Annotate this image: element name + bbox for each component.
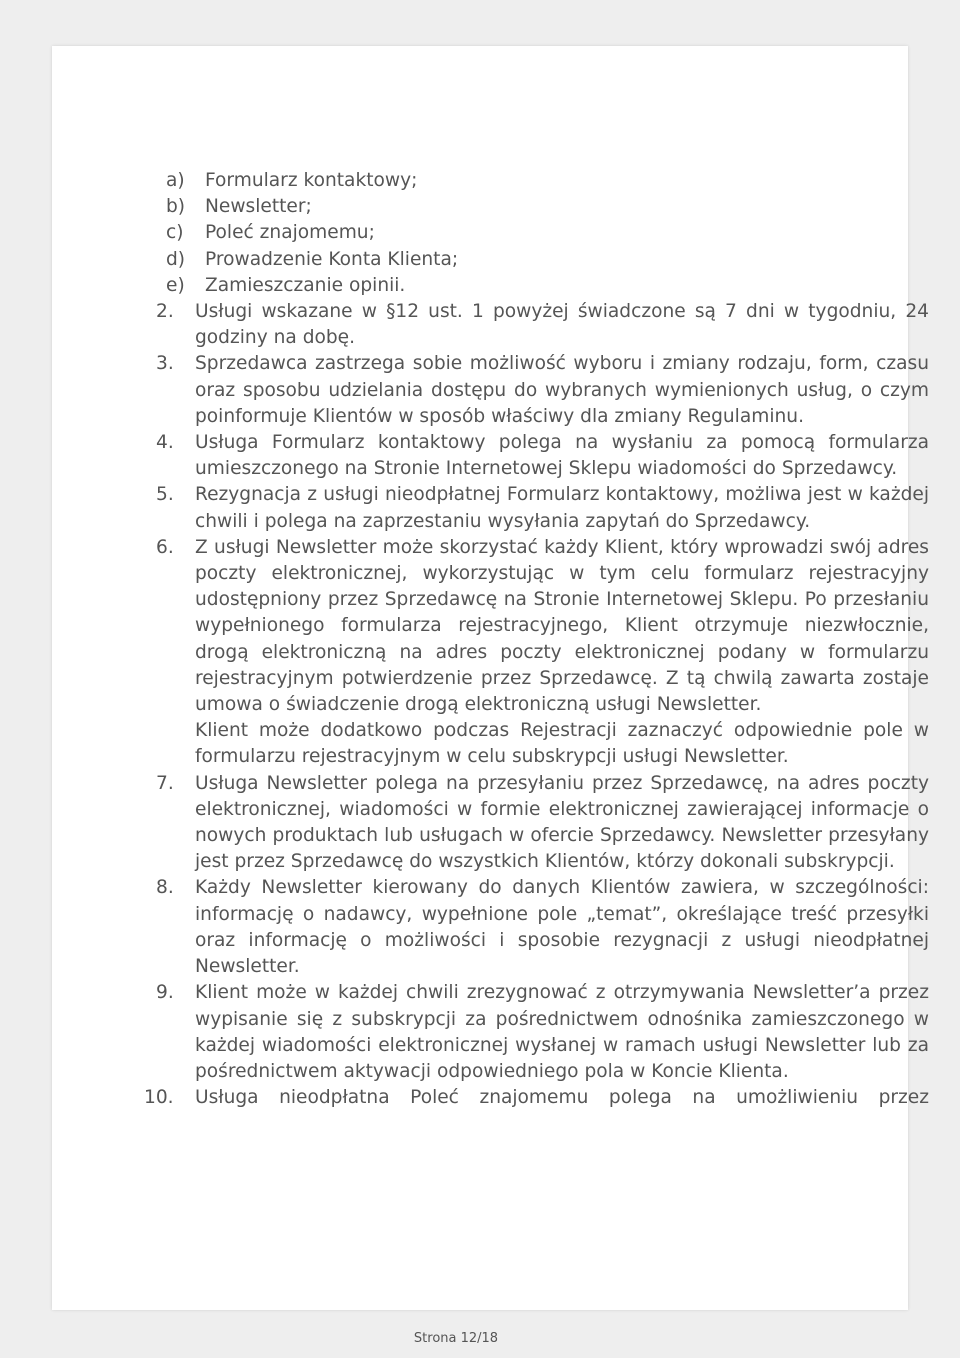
section-number: 8.	[156, 877, 174, 899]
list-marker: e)	[166, 274, 185, 296]
section-text: Usługa Formularz kontaktowy polega na wysłaniu za pomocą formularza umieszczonego na Stronie Internetowej Sklepu wiadomości do Sprzedawcy.	[195, 432, 929, 480]
section-text: Z usługi Newsletter może skorzystać każdy Klient, który wprowadzi swój adres poczty elektronicznej, wykorzystując w tym celu formularz rejestracyjny udostępniony przez Sprzedawcę na Stronie Internetowej Sklepu. Po przesłaniu wypełnionego formularza rejestracyjnego, Klient otrzymuje niezwłocznie, drogą elektroniczną na adres poczty elektronicznej podany w formularzu rejestracyjnym potwierdzenie przez Sprzedawcę. Z tą chwilą zawarta zostaje umowa o świadczenie drogą elektroniczną usługi Newsletter.	[195, 536, 929, 716]
section-item-7	[144, 771, 929, 876]
section-text: Usługa Newsletter polega na przesyłaniu przez Sprzedawcę, na adres poczty elektronicznej, wiadomości w formie elektronicznej zawierającej informacje o nowych produktach lub usługach w ofercie Sprzedawcy. Newsletter przesyłany jest przez Sprzedawcę do wszystkich Klientów, którzy dokonali subskrypcji.	[195, 772, 929, 873]
list-item-text: Zamieszczanie opinii.	[205, 274, 406, 296]
section-item-3	[144, 351, 929, 430]
list-item-d	[166, 247, 929, 273]
list-item-e	[166, 273, 929, 299]
section-number: 6.	[156, 536, 174, 558]
list-marker: b)	[166, 196, 186, 218]
list-item-text: Prowadzenie Konta Klienta;	[205, 248, 459, 270]
list-item-text: Formularz kontaktowy;	[205, 170, 418, 191]
section-number: 7.	[156, 772, 174, 794]
section-body	[195, 535, 929, 771]
section-text: Każdy Newsletter kierowany do danych Klientów zawiera, w szczególności: informację o nadawcy, wypełnione pole „temat”, określające treść przesyłki oraz informację o możliwości i sposobie rezygnacji z usługi nieodpłatnej Newsletter.	[195, 877, 929, 978]
list-item-text: Poleć znajomemu;	[205, 222, 375, 244]
section-text: Klient może w każdej chwili zrezygnować z otrzymywania Newsletter’a przez wypisanie się z subskrypcji za pośrednictwem odnośnika zamieszczonego w każdej wiadomości elektronicznej wysłanej w ramach usługi Newsletter lub za pośrednictwem aktywacji odpowiedniego pola w Koncie Klienta.	[195, 982, 929, 1082]
section-item-10	[144, 1085, 929, 1111]
list-item-a	[166, 168, 929, 194]
section-text: Sprzedawca zastrzega sobie możliwość wyboru i zmiany rodzaju, form, czasu oraz sposobu udzielania dostępu do wybranych wymienionych usług, o czym poinformuje Klientów w sposób właściwy dla zmiany Regulaminu.	[195, 353, 929, 427]
page-footer	[0, 1331, 960, 1346]
section-number: 9.	[156, 982, 174, 1004]
section-item-8	[144, 875, 929, 980]
list-marker: c)	[166, 222, 184, 244]
section-item-5	[144, 482, 929, 534]
section-number: 4.	[156, 432, 174, 454]
section-item-2	[144, 299, 929, 351]
list-item-c	[166, 220, 929, 246]
section-text: Usługi wskazane w §12 ust. 1 powyżej świadczone są 7 dni w tygodniu, 24 godziny na dobę.	[195, 301, 929, 349]
section-item-4	[144, 430, 929, 482]
document-page	[52, 46, 929, 1310]
page-number: Strona 12/18	[413, 1331, 499, 1346]
section-number: 5.	[156, 484, 174, 506]
section-text: Rezygnacja z usługi nieodpłatnej Formularz kontaktowy, możliwa jest w każdej chwili i polega na zaprzestaniu wysyłania zapytań do Sprzedawcy.	[195, 484, 929, 532]
section-number: 2.	[156, 301, 174, 323]
section-text: Klient może dodatkowo podczas Rejestracji zaznaczyć odpowiednie pole w formularzu rejestracyjnym w celu subskrypcji usługi Newsletter.	[195, 720, 929, 768]
section-number: 3.	[156, 353, 174, 375]
section-text: Usługa nieodpłatna Poleć znajomemu polega na umożliwieniu przez	[195, 1087, 929, 1109]
list-marker: d)	[166, 248, 186, 270]
list-marker: a)	[166, 170, 185, 191]
section-item-6	[144, 535, 929, 771]
list-item-text: Newsletter;	[205, 196, 312, 218]
list-item-b	[166, 194, 929, 220]
page-content	[144, 168, 929, 1111]
section-item-9	[144, 980, 929, 1085]
section-number: 10.	[144, 1087, 174, 1109]
